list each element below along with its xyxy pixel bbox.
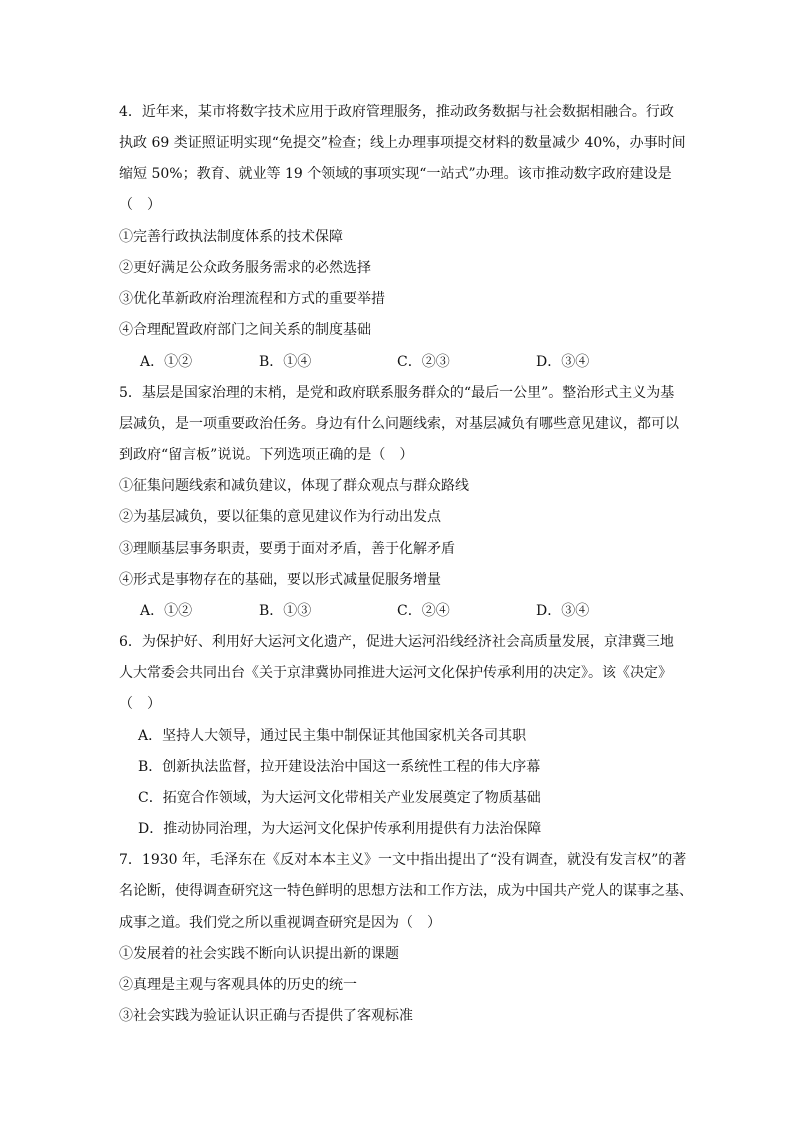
q6-option-a[interactable]: A．坚持人大领导，通过民主集中制保证其他国家机关各司其职 [138, 728, 527, 744]
q7-stem-line: 成事之道。我们党之所以重视调查研究是因为（ ） [119, 915, 441, 931]
q6-option-b[interactable]: B．创新执法监督，拉开建设法治中国这一系统性工程的伟大序幕 [138, 759, 541, 775]
q4-item: ①完善行政执法制度体系的技术保障 [119, 229, 343, 245]
q5-choice-c[interactable]: C．②④ [397, 603, 450, 619]
q5-item: ②为基层减负，要以征集的意见建议作为行动出发点 [119, 509, 441, 525]
q5-choice-d[interactable]: D．③④ [536, 603, 590, 619]
q5-choices [140, 601, 660, 621]
q5-item: ①征集问题线索和减负建议，体现了群众观点与群众路线 [119, 478, 469, 494]
q7-item: ①发展着的社会实践不断向认识提出新的课题 [119, 946, 399, 962]
q4-choice-a[interactable]: A．①② [140, 354, 193, 370]
q4-choice-c[interactable]: C．②③ [397, 354, 450, 370]
q4-stem-line: 缩短 50%；教育、就业等 19 个领域的事项实现“一站式”办理。该市推动数字政府建设是 [119, 166, 672, 182]
q7-item: ②真理是主观与客观具体的历史的统一 [119, 977, 357, 993]
q6-option-c[interactable]: C．拓宽合作领域，为大运河文化带相关产业发展奠定了物质基础 [138, 790, 541, 806]
q5-stem-line: 5．基层是国家治理的末梢，是党和政府联系服务群众的“最后一公里”。整治形式主义为基 [119, 385, 675, 401]
q4-choice-d[interactable]: D．③④ [536, 354, 590, 370]
q5-stem-line: 到政府“留言板”说说。下列选项正确的是（ ） [119, 447, 414, 463]
q6-stem-line: 6．为保护好、利用好大运河文化遗产，促进大运河沿线经济社会高质量发展，京津冀三地 [119, 634, 674, 650]
q4-choice-b[interactable]: B．①④ [259, 354, 312, 370]
q4-stem-line: 4．近年来，某市将数字技术应用于政府管理服务，推动政务数据与社会数据相融合。行政 [119, 104, 674, 120]
q5-choice-b[interactable]: B．①③ [259, 603, 312, 619]
q7-stem-line: 7．1930 年，毛泽东在《反对本本主义》一文中指出提出了“没有调查，就没有发言权”的著 [119, 852, 687, 868]
q4-choices [140, 352, 660, 372]
q4-item: ④合理配置政府部门之间关系的制度基础 [119, 322, 371, 338]
q5-stem-line: 层减负，是一项重要政治任务。身边有什么问题线索，对基层减负有哪些意见建议，都可以 [119, 416, 679, 432]
q4-item: ③优化革新政府治理流程和方式的重要举措 [119, 291, 385, 307]
q7-item: ③社会实践为验证认识正确与否提供了客观标准 [119, 1008, 413, 1024]
q4-stem-line: 执政 69 类证照证明实现“免提交”检查；线上办理事项提交材料的数量减少 40%，办事时间 [119, 135, 686, 151]
q4-item: ②更好满足公众政务服务需求的必然选择 [119, 260, 371, 276]
q4-answer-blank: （ ） [119, 197, 161, 213]
q6-answer-blank: （ ） [119, 696, 161, 712]
q5-item: ③理顺基层事务职责，要勇于面对矛盾，善于化解矛盾 [119, 541, 455, 557]
q7-stem-line: 名论断，使得调查研究这一特色鲜明的思想方法和工作方法，成为中国共产党人的谋事之基、 [119, 883, 693, 899]
q5-choice-a[interactable]: A．①② [140, 603, 193, 619]
q6-stem-line: 人大常委会共同出台《关于京津冀协同推进大运河文化保护传承利用的决定》。该《决定》 [119, 665, 672, 681]
q5-item: ④形式是事物存在的基础，要以形式减量促服务增量 [119, 572, 441, 588]
q6-option-d[interactable]: D．推动协同治理，为大运河文化保护传承利用提供有力法治保障 [138, 821, 542, 837]
